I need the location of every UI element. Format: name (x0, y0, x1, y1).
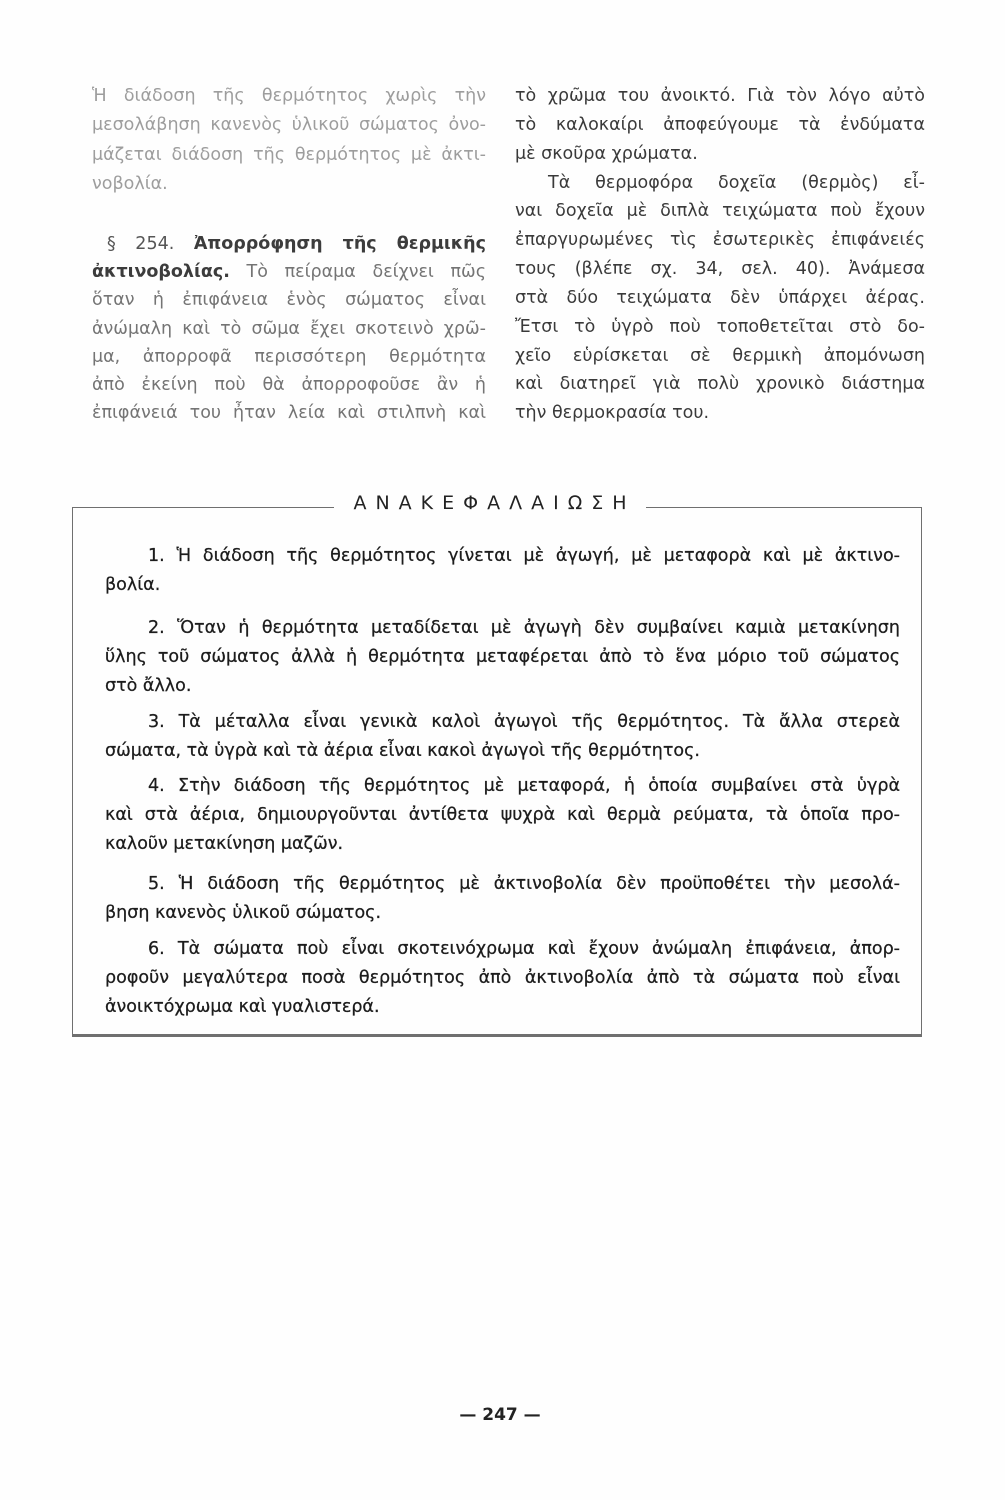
summary-item-number: 5. (148, 873, 165, 894)
summary-line-text: Ἡ διάδοση τῆς θερμότητος μὲ ἀκτινοβολία δὲν προϋποθέτει τὴν μεσολά- (178, 873, 900, 894)
section-254 (92, 230, 486, 427)
summary-item-first-line (105, 870, 900, 899)
summary-line-text: Τὰ σώματα ποὺ εἶναι σκοτεινόχρωμα καὶ ἔχουν ἀνώμαλη ἐπιφάνεια, ἀπορ- (177, 938, 900, 959)
summary-line: ὕλης τοῦ σώματος ἀλλὰ ἡ θερμότητα μεταφέρεται ἀπὸ τὸ ἕνα μόριο τοῦ σώματος (105, 646, 900, 667)
section-title-continued: ἀκτινοβολίας. (92, 262, 230, 283)
summary-item-first-line (105, 614, 900, 643)
section-title: Ἀπορρόφηση τῆς θερμικῆς (193, 234, 486, 254)
summary-item (105, 870, 900, 928)
summary-title: ΑΝΑΚΕΦΑΛΑΙΩΣΗ (334, 490, 645, 516)
text-line: μάζεται διάδοση τῆς θερμότητος μὲ ἀκτι- (92, 144, 486, 165)
text-line: ἐπιφάνειά του ἦταν λεία καὶ στιλπνὴ καὶ (92, 403, 486, 424)
text-line: τους (βλέπε σχ. 34, σελ. 40). Ἀνάμεσα (515, 259, 925, 280)
summary-line-text: Ὅταν ἡ θερμότητα μεταδίδεται μὲ ἀγωγὴ δὲν συμβαίνει καμιὰ μετακίνηση (177, 617, 900, 638)
text-line: ἐπαργυρωμένες τὶς ἐσωτερικὲς ἐπιφάνειές (515, 230, 925, 251)
text-line: Ἔτσι τὸ ὑγρὸ ποὺ τοποθετεῖται στὸ δο- (515, 316, 925, 337)
summary-item-first-line (105, 935, 900, 964)
text-line: Τὰ θερμοφόρα δοχεῖα (θερμὸς) εἶ- (548, 172, 925, 193)
summary-item-first-line (105, 542, 900, 571)
text-line: τὸ χρῶμα του ἀνοικτό. Γιὰ τὸν λόγο αὐτὸ (515, 86, 925, 106)
left-column-paragraph-1 (92, 82, 486, 199)
summary-item-number: 6. (148, 938, 165, 959)
page-number: — 247 — (459, 1405, 541, 1425)
summary-item (105, 772, 900, 859)
text-line: νοβολία. (92, 173, 168, 194)
text-line: χεῖο εὑρίσκεται σὲ θερμικὴ ἀπομόνωση (515, 345, 925, 366)
section-heading-line-2 (92, 258, 486, 286)
text-line: ὅταν ἡ ἐπιφάνεια ἑνὸς σώματος εἶναι (92, 290, 486, 311)
summary-line: καλοῦν μετακίνηση μαζῶν. (105, 833, 344, 854)
text-line: μὲ σκοῦρα χρώματα. (515, 143, 698, 164)
summary-title-wrap (72, 490, 922, 516)
summary-item (105, 708, 900, 766)
summary-line: καὶ στὰ ἀέρια, δημιουργοῦνται ἀντίθετα ψυχρὰ καὶ θερμὰ ρεύματα, τὰ ὁποῖα προ- (105, 804, 900, 825)
section-number: § 254. (107, 234, 175, 254)
summary-item (105, 542, 900, 600)
right-column (515, 82, 925, 428)
text-line: Ἡ διάδοση τῆς θερμότητος χωρὶς τὴν (92, 86, 486, 106)
text-line: ναι δοχεῖα μὲ διπλὰ τειχώματα ποὺ ἔχουν (515, 201, 925, 222)
summary-item-number: 2. (148, 617, 165, 638)
summary-line: σώματα, τὰ ὑγρὰ καὶ τὰ ἀέρια εἶναι κακοὶ ἀγωγοὶ τῆς θερμότητος. (105, 740, 700, 761)
summary-item-number: 4. (148, 775, 165, 796)
text-line: στὰ δύο τειχώματα δὲν ὑπάρχει ἀέρας. (515, 287, 925, 308)
text-line: καὶ διατηρεῖ γιὰ πολὺ χρονικὸ διάστημα (515, 374, 925, 395)
text-line: ἀπὸ ἐκείνη ποὺ θὰ ἀπορροφοῦσε ἂν ἡ (92, 375, 486, 396)
summary-item-number: 3. (148, 711, 165, 732)
summary-line-text: Ἡ διάδοση τῆς θερμότητος γίνεται μὲ ἀγωγή, μὲ μεταφορὰ καὶ μὲ ἀκτινο- (176, 545, 900, 566)
text-line: τὸ καλοκαίρι ἀποφεύγουμε τὰ ἐνδύματα (515, 114, 925, 135)
text-line: τὴν θερμοκρασία του. (515, 403, 710, 424)
summary-item-number: 1. (148, 545, 165, 566)
summary-line: ροφοῦν μεγαλύτερα ποσὰ θερμότητος ἀπὸ ἀκτινοβολία ἀπὸ τὰ σώματα ποὺ εἶναι (105, 967, 900, 988)
text-line: μεσολάβηση κανενὸς ὑλικοῦ σώματος ὀνο- (92, 115, 486, 136)
text-line: μα, ἀπορροφᾶ περισσότερη θερμότητα (92, 346, 486, 367)
text-segment: Τὸ πείραμα δείχνει πῶς (246, 262, 486, 283)
section-heading-line (92, 230, 486, 258)
summary-line: βολία. (105, 574, 161, 595)
text-line: ἀνώμαλη καὶ τὸ σῶμα ἔχει σκοτεινὸ χρῶ- (92, 318, 486, 339)
summary-item (105, 614, 900, 701)
summary-item-first-line (105, 772, 900, 801)
summary-line: στὸ ἄλλο. (105, 675, 192, 696)
summary-line-text: Στὴν διάδοση τῆς θερμότητος μὲ μεταφορά, ἡ ὁποία συμβαίνει στὰ ὑγρὰ (178, 775, 900, 796)
summary-line: βηση κανενὸς ὑλικοῦ σώματος. (105, 902, 382, 923)
summary-item-first-line (105, 708, 900, 737)
summary-line: ἀνοικτόχρωμα καὶ γυαλιστερά. (105, 996, 380, 1017)
summary-line-text: Τὰ μέταλλα εἶναι γενικὰ καλοὶ ἀγωγοὶ τῆς θερμότητος. Τὰ ἄλλα στερεὰ (178, 711, 900, 732)
summary-item (105, 935, 900, 1022)
